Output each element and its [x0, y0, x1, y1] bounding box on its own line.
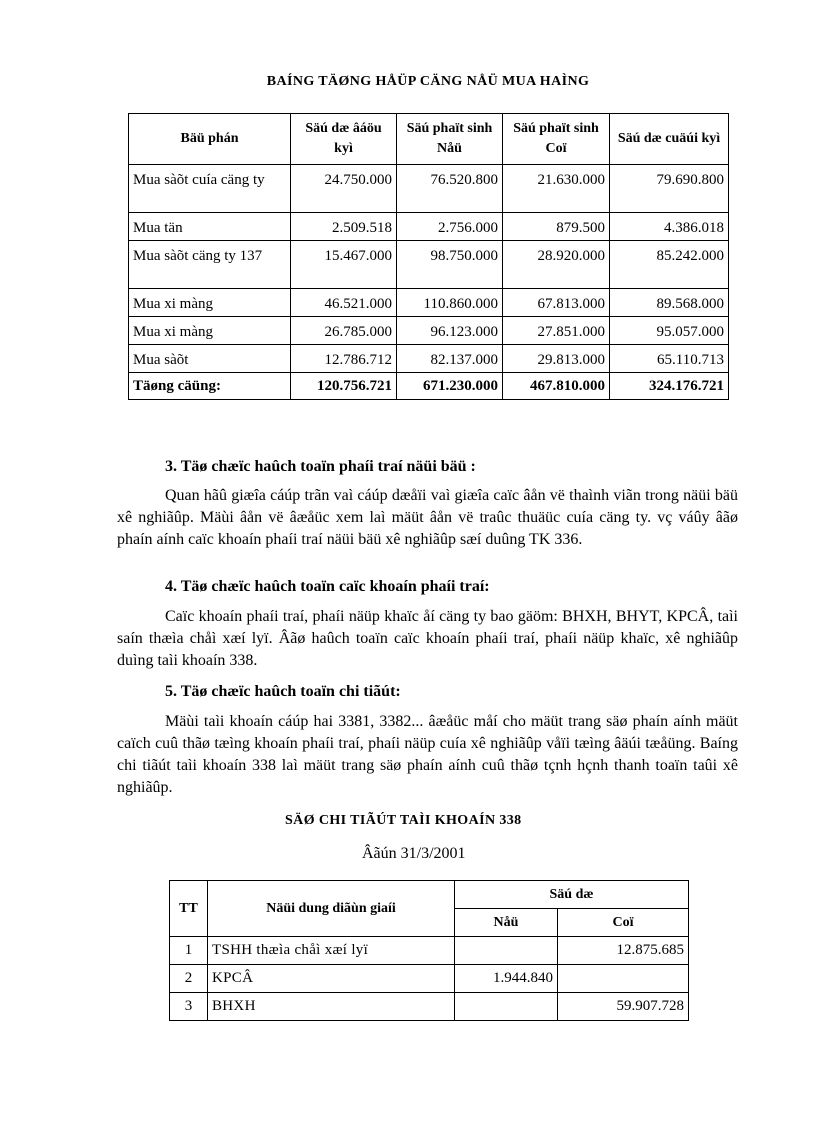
row-description: KPCÂ	[208, 965, 455, 993]
section-3-body: Quan hãû giæîa cáúp trãn vaì cáúp dæåïi vaì giæîa caïc âån vë thaình viãn trong näüi bäü xê nghiãûp. Mäùi âån vë âæåüc xem laì mäüt âån vë traûc thuäüc cuía cäng ty. vç váûy âãø phaín aính caïc khoaín phaíi traí näüi bäü xê nghiãûp sæí duûng TK 336.	[117, 487, 738, 548]
header-closing-balance: Säú dæ cuäúi kyì	[610, 114, 729, 165]
row-label: Mua xi màng	[129, 289, 291, 317]
row-label: Mua tän	[129, 213, 291, 241]
total-value: 120.756.721	[291, 373, 397, 400]
section-5-heading: 5. Täø chæïc haûch toaïn chi tiãút:	[165, 683, 401, 700]
detail-table	[169, 880, 689, 1021]
cell-value: 24.750.000	[291, 165, 397, 213]
header-credit: Coï	[558, 909, 689, 937]
total-row	[129, 373, 729, 400]
total-value: 324.176.721	[610, 373, 729, 400]
header-tt: TT	[170, 881, 208, 937]
row-number: 1	[170, 937, 208, 965]
cell-value: 82.137.000	[397, 345, 503, 373]
header-debit: Nåü	[455, 909, 558, 937]
header-content: Näüi dung diãùn giaíi	[208, 881, 455, 937]
cell-value: 65.110.713	[610, 345, 729, 373]
cell-value: 85.242.000	[610, 241, 729, 289]
cell-value: 46.521.000	[291, 289, 397, 317]
table1-title: BAÍNG TÄØNG HÅÜP CÄNG NÅÜ MUA HAÌNG	[266, 74, 590, 89]
row-label: Mua sàõt	[129, 345, 291, 373]
cell-value: 15.467.000	[291, 241, 397, 289]
section-3-heading: 3. Täø chæïc haûch toaïn phaíi traí näüi bäü :	[165, 458, 476, 475]
header-debit: Säú phaït sinh Nåü	[397, 114, 503, 165]
total-label: Täøng cäüng:	[129, 373, 291, 400]
section-4-heading: 4. Täø chæïc haûch toaïn caïc khoaín phaíi traí:	[165, 578, 490, 595]
cell-value: 4.386.018	[610, 213, 729, 241]
header-balance: Säú dæ	[455, 881, 689, 909]
row-debit	[455, 993, 558, 1021]
cell-value: 21.630.000	[503, 165, 610, 213]
cell-value: 67.813.000	[503, 289, 610, 317]
table-row	[129, 289, 729, 317]
row-credit: 59.907.728	[558, 993, 689, 1021]
row-label: Mua sàõt cäng ty 137	[129, 241, 291, 289]
table-header-row	[170, 881, 689, 909]
row-debit: 1.944.840	[455, 965, 558, 993]
table-row	[129, 213, 729, 241]
table2-title: SÄØ CHI TIÃÚT TAÌI KHOAÍN 338	[285, 813, 522, 828]
cell-value: 76.520.800	[397, 165, 503, 213]
total-value: 671.230.000	[397, 373, 503, 400]
table-row	[129, 345, 729, 373]
cell-value: 79.690.800	[610, 165, 729, 213]
cell-value: 95.057.000	[610, 317, 729, 345]
row-credit: 12.875.685	[558, 937, 689, 965]
header-credit: Säú phaït sinh Coï	[503, 114, 610, 165]
table-row	[170, 993, 689, 1021]
cell-value: 98.750.000	[397, 241, 503, 289]
cell-value: 29.813.000	[503, 345, 610, 373]
header-department: Bäü phán	[129, 114, 291, 165]
table-row	[129, 317, 729, 345]
row-credit	[558, 965, 689, 993]
cell-value: 89.568.000	[610, 289, 729, 317]
cell-value: 96.123.000	[397, 317, 503, 345]
cell-value: 879.500	[503, 213, 610, 241]
total-value: 467.810.000	[503, 373, 610, 400]
table2-date: Âãún 31/3/2001	[362, 845, 466, 862]
summary-table	[128, 113, 729, 400]
section-5-body: Mäùi taìi khoaín cáúp hai 3381, 3382... âæåüc måí cho mäüt trang säø phaín aính mäüt caïch cuû thãø tæìng khoaín phaíi traí, phaíi näüp cuía xê nghiãûp våïi tæìng âäúi tæåüng. Baíng chi tiãút taìi khoaín 338 laì mäüt trang säø phaín aính cuû thãø tçnh hçnh thanh toaïn taûi xê nghiãûp.	[117, 713, 738, 796]
cell-value: 2.509.518	[291, 213, 397, 241]
table-row	[170, 965, 689, 993]
table-row	[129, 241, 729, 289]
section-4-body: Caïc khoaín phaíi traí, phaíi näüp khaïc åí cäng ty bao gäöm: BHXH, BHYT, KPCÂ, taìi saín thæìa chåì xæí lyï. Âãø haûch toaïn caïc khoaín phaíi traí, phaíi näüp khaïc, xê nghiãûp duìng taìi khoaín 338.	[117, 608, 738, 669]
row-description: TSHH thæìa chåì xæí lyï	[208, 937, 455, 965]
table-header-row	[129, 114, 729, 165]
header-opening-balance: Säú dæ âáöu kyì	[291, 114, 397, 165]
cell-value: 28.920.000	[503, 241, 610, 289]
cell-value: 26.785.000	[291, 317, 397, 345]
row-number: 3	[170, 993, 208, 1021]
row-label: Mua xi màng	[129, 317, 291, 345]
cell-value: 12.786.712	[291, 345, 397, 373]
row-debit	[455, 937, 558, 965]
row-number: 2	[170, 965, 208, 993]
table-row	[129, 165, 729, 213]
table-row	[170, 937, 689, 965]
cell-value: 2.756.000	[397, 213, 503, 241]
cell-value: 110.860.000	[397, 289, 503, 317]
row-description: BHXH	[208, 993, 455, 1021]
cell-value: 27.851.000	[503, 317, 610, 345]
row-label: Mua sàõt cuía cäng ty	[129, 165, 291, 213]
